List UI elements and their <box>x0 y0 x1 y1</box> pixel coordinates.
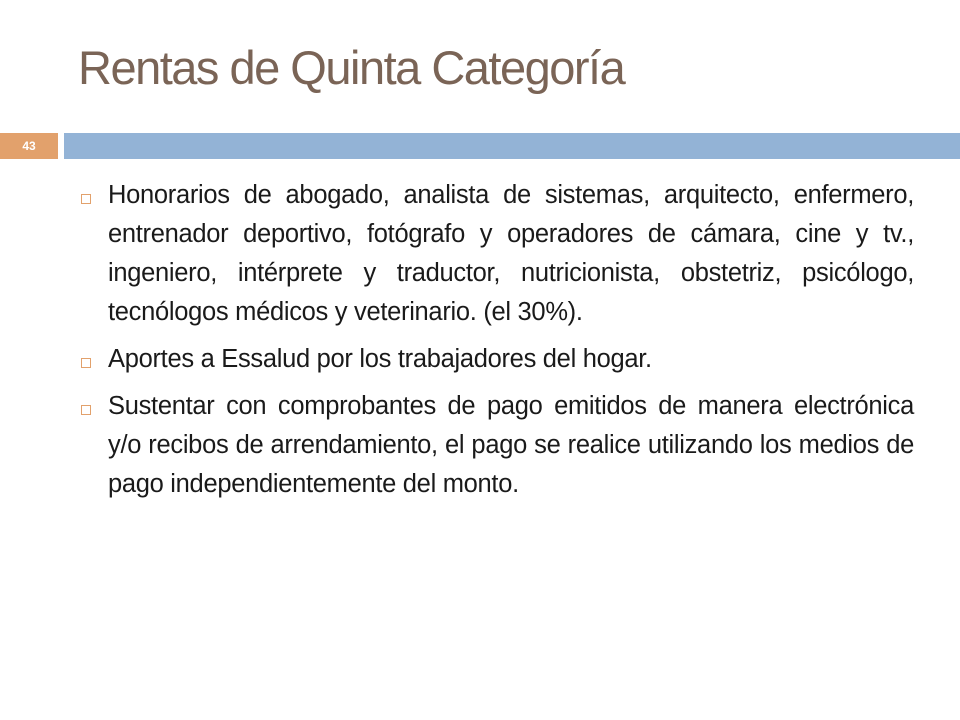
square-bullet-icon <box>81 405 91 415</box>
bullet-item <box>72 387 914 504</box>
square-bullet-icon <box>81 194 91 204</box>
bullet-text: Sustentar con comprobantes de pago emitidos de manera electrónica y/o recibos de arrendamiento, el pago se realice utilizando los medios de pago independientemente del monto. <box>108 392 914 498</box>
bullet-text: Honorarios de abogado, analista de sistemas, arquitecto, enfermero, entrenador deportivo, fotógrafo y operadores de cámara, cine y tv., ingeniero, intérprete y traductor, nutricionista, obstetriz, psicólogo, tecnólogos médicos y veterinario. (el 30%). <box>108 181 914 326</box>
header-divider-bar <box>64 133 960 159</box>
bullet-text: Aportes a Essalud por los trabajadores del hogar. <box>108 345 652 373</box>
square-bullet-icon <box>81 358 91 368</box>
bullet-item <box>72 176 914 332</box>
slide-title: Rentas de Quinta Categoría <box>78 41 625 94</box>
bullet-list <box>72 176 914 512</box>
bullet-item <box>72 340 914 379</box>
slide-number-badge: 43 <box>0 133 58 159</box>
